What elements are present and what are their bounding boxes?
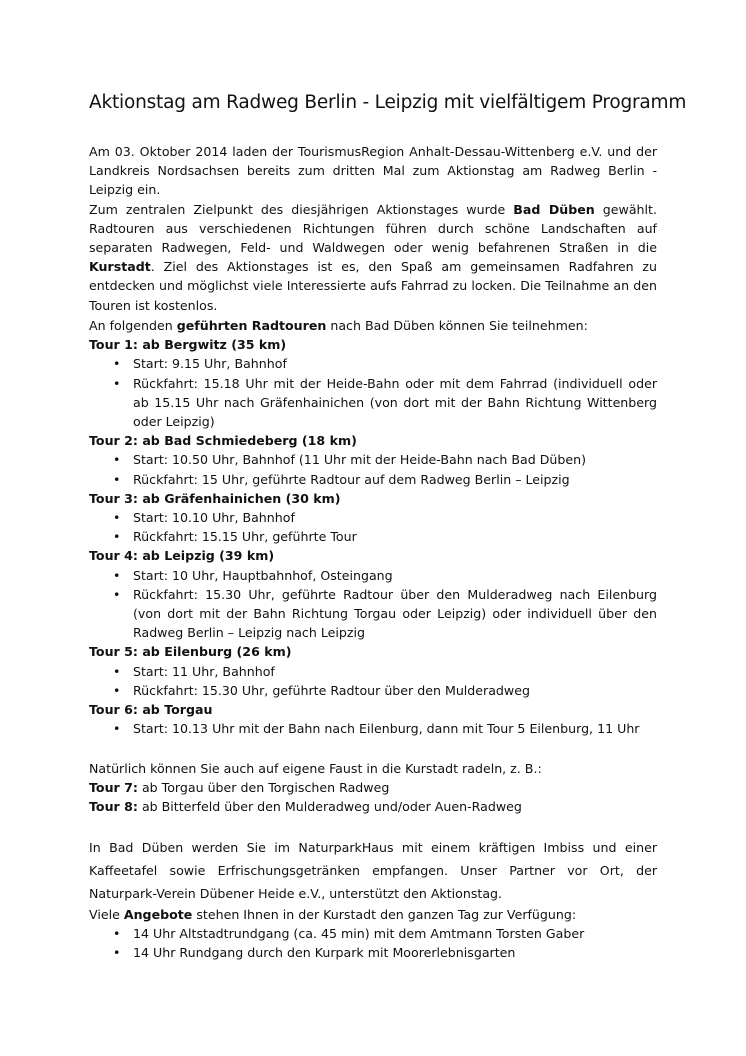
tour-2-list	[89, 450, 657, 488]
page-title: Aktionstag am Radweg Berlin - Leipzig mit vielfältigem Programm	[89, 92, 687, 113]
tour-4-heading: Tour 4: ab Leipzig (39 km)	[89, 548, 275, 564]
intro-section	[89, 142, 657, 315]
tour-2-heading: Tour 2: ab Bad Schmiedeberg (18 km)	[89, 433, 357, 449]
list-item: • Start: 10.13 Uhr mit der Bahn nach Eilenburg, dann mit Tour 5 Eilenburg, 11 Uhr	[89, 719, 657, 738]
list-item: • Rückfahrt: 15.30 Uhr, geführte Radtour über den Mulderadweg nach Eilenburg (von dort mit der Bahn Richtung Torgau oder Leipzig) oder individuell über den Radweg Berlin – Leipzig nach Leipzig	[89, 585, 657, 643]
tour-3-heading: Tour 3: ab Gräfenhainichen (30 km)	[89, 490, 341, 506]
list-item: • Rückfahrt: 15.18 Uhr mit der Heide-Bahn oder mit dem Fahrrad (individuell oder ab 15.15 Uhr nach Gräfenhainichen (von dort mit der Bahn Richtung Wittenberg oder Leipzig)	[89, 374, 657, 432]
tours-section	[89, 316, 657, 738]
tour-6-heading: Tour 6: ab Torgau	[89, 702, 213, 718]
list-item: • Rückfahrt: 15.15 Uhr, geführte Tour	[89, 527, 657, 546]
own-route-intro: Natürlich können Sie auch auf eigene Faust in die Kurstadt radeln, z. B.:	[89, 761, 542, 776]
highlight-kurstadt: Kurstadt	[89, 259, 151, 275]
tour-7-line: Tour 7: ab Torgau über den Torgischen Radweg	[89, 780, 390, 796]
list-item: • Start: 11 Uhr, Bahnhof	[89, 662, 657, 681]
highlight-angebote: Angebote	[123, 907, 193, 922]
tour-1-list	[89, 354, 657, 431]
offers-list	[89, 924, 657, 962]
tours-intro: An folgenden geführten Radtouren nach Bad Düben können Sie teilnehmen:	[89, 318, 588, 333]
tour-5-heading: Tour 5: ab Eilenburg (26 km)	[89, 644, 292, 660]
tour-3-list	[89, 508, 657, 546]
list-item: • Rückfahrt: 15 Uhr, geführte Radtour auf dem Radweg Berlin – Leipzig	[89, 470, 657, 489]
list-item: • Start: 9.15 Uhr, Bahnhof	[89, 354, 657, 373]
tour-8-line: Tour 8: ab Bitterfeld über den Mulderadweg und/oder Auen-Radweg	[89, 799, 522, 815]
list-item: • Start: 10 Uhr, Hauptbahnhof, Osteingang	[89, 566, 657, 585]
list-item: • Rückfahrt: 15.30 Uhr, geführte Radtour über den Mulderadweg	[89, 681, 657, 700]
list-item: • 14 Uhr Rundgang durch den Kurpark mit Moorerlebnisgarten	[89, 943, 657, 962]
list-item: • Start: 10.50 Uhr, Bahnhof (11 Uhr mit der Heide-Bahn nach Bad Düben)	[89, 450, 657, 469]
intro-paragraph-2: Zum zentralen Zielpunkt des diesjährigen Aktionstages wurde Bad Düben gewählt. Radtouren aus verschiedenen Richtungen führen durch schöne Landschaften auf separaten Radwegen, Feld- und Waldwegen oder wenig befahrenen Straßen in die Kurstadt. Ziel des Aktionstages ist es, den Spaß am gemeinsamen Radfahren zu entdecken und möglichst viele Interessierte aufs Fahrrad zu locken. Die Teilnahme an den Touren ist kostenlos.	[89, 201, 657, 313]
tour-5-list	[89, 662, 657, 700]
naturpark-paragraph: In Bad Düben werden Sie im NaturparkHaus mit einem kräftigen Imbiss und einer Kaffeetafel sowie Erfrischungsgetränken empfangen. Unser Partner vor Ort, der Naturpark-Verein Dübener Heide e.V., unterstützt den Aktionstag.	[89, 840, 657, 901]
naturpark-section	[89, 836, 657, 963]
own-route-section	[89, 759, 657, 817]
tour-4-list	[89, 566, 657, 643]
list-item: • Start: 10.10 Uhr, Bahnhof	[89, 508, 657, 527]
highlight-bad-dueben: Bad Düben	[513, 201, 595, 217]
offers-intro: Viele Angebote stehen Ihnen in der Kurstadt den ganzen Tag zur Verfügung:	[89, 907, 577, 922]
tour-1-heading: Tour 1: ab Bergwitz (35 km)	[89, 337, 287, 353]
list-item: • 14 Uhr Altstadtrundgang (ca. 45 min) mit dem Amtmann Torsten Gaber	[89, 924, 657, 943]
tour-6-list	[89, 719, 657, 738]
intro-paragraph-1: Am 03. Oktober 2014 laden der TourismusRegion Anhalt-Dessau-Wittenberg e.V. und der Landkreis Nordsachsen bereits zum dritten Mal zum Aktionstag am Radweg Berlin - Leipzig ein.	[89, 144, 657, 198]
